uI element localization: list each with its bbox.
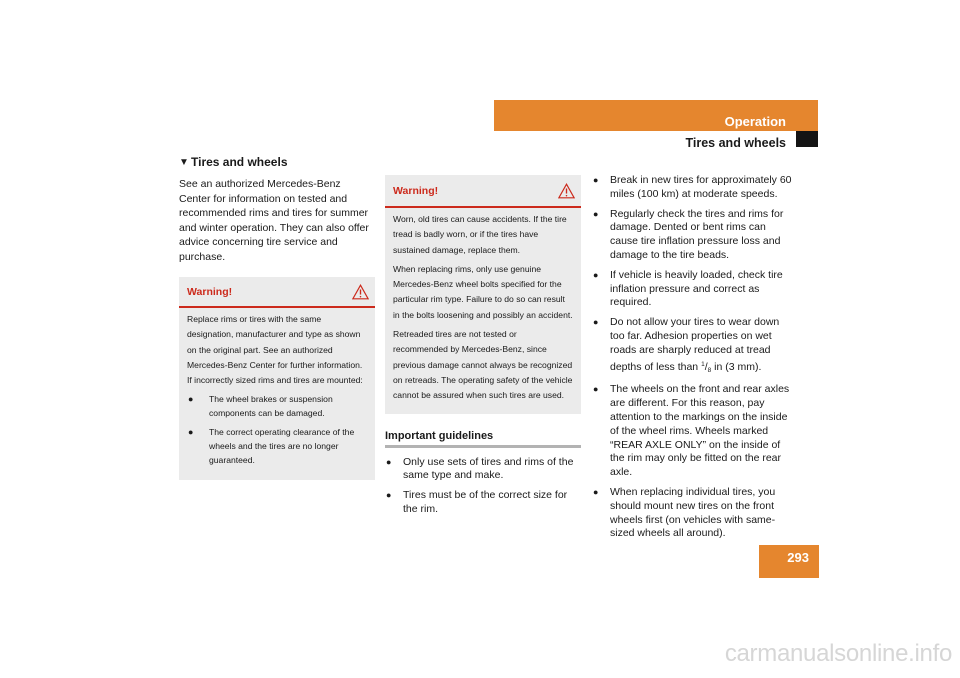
warning-text: Replace rims or tires with the same designation, manufacturer and type as shown on the original part. See an authorized Mercedes-Benz Center for further information. If incorrectly sized rims and tires are mounted: (187, 314, 363, 386)
warning-paragraph: Worn, old tires can cause accidents. If the tire tread is badly worn, or if the tires have sustained damage, replace them. (393, 214, 567, 255)
fraction-numerator: 1 (701, 360, 705, 368)
warning-paragraph: Retreaded tires are not tested or recommended by Mercedes-Benz, since previous damage cannot always be recognized on retreads. The operating safety of the vehicle cannot be assured when such tires are used. (393, 329, 573, 401)
list-item: ● If vehicle is heavily loaded, check tire inflation pressure and correct as required. (593, 268, 783, 309)
intro-paragraph: See an authorized Mercedes-Benz Center for information on tested and recommended rims and tires for summer and winter operation. They can also offer advice concerning tire service and purchase. (179, 178, 369, 263)
page-number-box (759, 545, 819, 578)
section-title: Operation (724, 114, 786, 129)
bullet-icon: ● (593, 384, 599, 395)
watermark-text: carmanualsonline.info (724, 640, 952, 667)
list-item: ● The correct operating clearance of the wheels and the tires are no longer guaranteed. (188, 427, 355, 466)
list-item: ● The wheels on the front and rear axles are different. For this reason, pay attention to the markings on the inside of the wheel rims. Wheels marked “REAR AXLE ONLY” on the inside of the rim may only be fitted on the rear axle. (593, 383, 790, 479)
header-bar (494, 100, 818, 131)
bullet-icon: ● (386, 456, 392, 467)
list-item: ● The wheel brakes or suspension components can be damaged. (188, 394, 333, 419)
warning-box (385, 175, 581, 414)
section-heading (179, 155, 375, 169)
guidelines-heading: Important guidelines (385, 430, 581, 448)
warning-box (179, 277, 375, 480)
warning-label: Warning! (393, 184, 439, 197)
bullet-icon: ● (386, 490, 392, 501)
warning-list (187, 392, 367, 467)
warning-header (385, 175, 581, 208)
guidelines-list (385, 456, 581, 517)
subsection-header (494, 131, 818, 151)
warning-triangle-icon (352, 284, 369, 300)
warning-paragraph: When replacing rims, only use genuine Mercedes-Benz wheel bolts specified for the particular rim type. Failure to do so can result in the bolts loosening and possibly an accident. (393, 263, 573, 320)
tips-list (592, 174, 792, 541)
warning-body (385, 208, 581, 404)
bullet-icon: ● (593, 208, 599, 219)
section-heading-text: Tires and wheels (191, 155, 288, 169)
warning-header (179, 277, 375, 308)
triangle-down-icon: ▼ (179, 156, 189, 168)
list-item: ● Only use sets of tires and rims of the same type and make. (386, 455, 574, 482)
column-2 (385, 175, 581, 523)
list-item: ● When replacing individual tires, you should mount new tires on the front wheels first (on vehicles with same-sized wheels all around). (593, 485, 776, 540)
warning-triangle-icon (558, 183, 575, 199)
subsection-title: Tires and wheels (685, 136, 786, 150)
header-marker (796, 131, 818, 147)
bullet-icon: ● (593, 486, 599, 497)
list-item: ● Break in new tires for approximately 60 miles (100 km) at moderate speeds. (593, 174, 792, 200)
column-1 (179, 155, 375, 480)
bullet-icon: ● (593, 269, 599, 280)
fraction-denominator: 8 (707, 366, 712, 374)
fraction-separator: / (704, 360, 708, 373)
list-item: ● Regularly check the tires and rims for damage. Dented or bent rims can cause tire inflation pressure loss and damage to the tire beads. (593, 207, 784, 261)
bullet-icon: ● (593, 317, 599, 328)
bullet-icon: ● (188, 394, 194, 405)
page-number: 293 (787, 550, 809, 565)
warning-body (179, 308, 375, 467)
column-3 (592, 174, 792, 547)
list-item: ● Do not allow your tires to wear down too far. Adhesion properties on wet roads are sharply reduced at tread depths of less than $^1$/8 in (3 mm). (593, 316, 780, 374)
bullet-icon: ● (593, 175, 599, 185)
bullet-icon: ● (188, 427, 194, 438)
list-item: ● Tires must be of the correct size for the rim. (386, 489, 568, 515)
watermark (0, 640, 960, 668)
warning-label: Warning! (187, 285, 233, 298)
